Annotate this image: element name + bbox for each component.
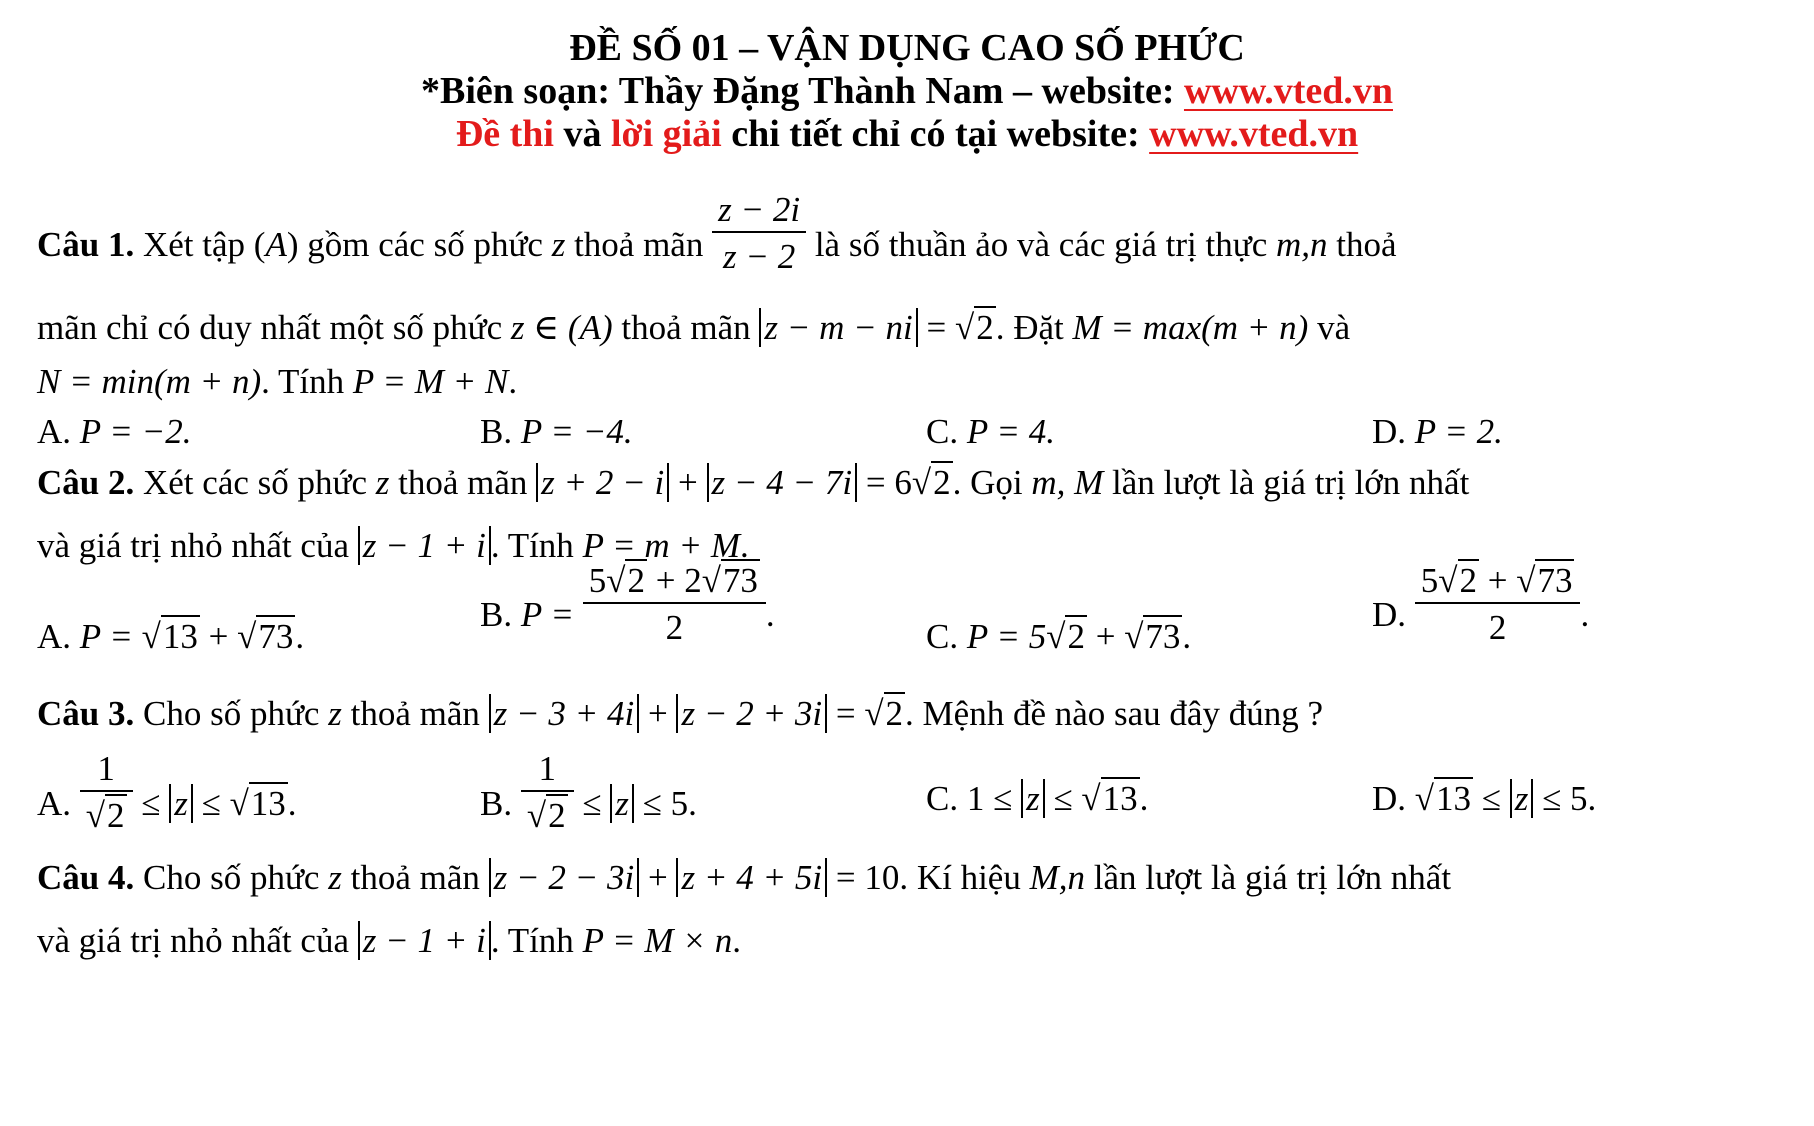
q1-M-def: M = max(m + n) (1072, 308, 1309, 347)
option-sqrt: √13 (1081, 779, 1138, 818)
q4-text: lần lượt là giá trị lớn nhất (1085, 858, 1452, 897)
option-sqrt: √2 (1438, 561, 1477, 600)
notice-red-1: Đề thi (455, 113, 554, 155)
author-line (0, 71, 1814, 113)
q4-text: . Tính (490, 921, 583, 960)
q1-N-def: N = min(m + n) (37, 362, 262, 401)
q1-text: là số thuần ảo và các giá trị thực (814, 225, 1276, 265)
q2-mM: m, M (1031, 463, 1104, 502)
option-frac-den (521, 790, 574, 833)
option-label: C. (926, 412, 959, 451)
option-fraction (583, 563, 766, 645)
option-frac-num (583, 563, 766, 602)
q3-option-d[interactable] (1372, 781, 1596, 816)
q1-text: mãn chỉ có duy nhất một số phức (37, 308, 511, 347)
option-end: . (1580, 595, 1590, 635)
option-op: + (1086, 617, 1125, 656)
option-tail: ≤ 5. (1533, 779, 1597, 818)
notice-line (0, 114, 1814, 156)
q1-text: . Tính (261, 362, 353, 401)
option-modulus: z (610, 784, 634, 823)
q1-fraction (712, 192, 806, 274)
q4-text: thoả mãn (341, 858, 489, 897)
q1-option-d[interactable] (1372, 414, 1503, 449)
option-sqrt: √2 (1046, 617, 1085, 656)
website-link-2[interactable]: www.vted.vn (1149, 113, 1359, 155)
q1-text: . Đặt (995, 308, 1073, 347)
option-end: . (1139, 779, 1149, 818)
option-radicand: 13 (1102, 779, 1138, 818)
option-radicand: 13 (1436, 779, 1471, 818)
option-expr: P = 2. (1414, 412, 1503, 451)
q1-option-a[interactable] (37, 414, 192, 449)
option-fraction (1415, 563, 1581, 645)
option-expr: P = 5 (966, 617, 1047, 656)
q1-condition: z ∈ (A) (510, 308, 613, 347)
option-op: + 2 (646, 561, 702, 600)
q1-line-1 (37, 190, 1397, 276)
q3-option-b[interactable] (480, 749, 697, 835)
option-op: ≤ (192, 784, 230, 824)
option-frac-den: 2 (583, 602, 766, 645)
option-radicand: 2 (548, 796, 566, 835)
option-radicand: 2 (1459, 561, 1477, 600)
q1-text: ) gồm các số phức (286, 225, 552, 265)
option-tail: ≤ 5. (633, 784, 697, 824)
option-radicand: 2 (1067, 617, 1085, 656)
q2-eq: = 6 (857, 463, 912, 502)
q2-sqrt: √2 (911, 463, 951, 502)
q2-modulus-1: z + 2 − i (536, 463, 669, 502)
option-coef: 5 (588, 561, 607, 600)
option-modulus: z (169, 784, 193, 823)
option-frac-num: 1 (538, 749, 556, 788)
q1-text: thoả mãn (612, 308, 760, 347)
option-radicand: 73 (258, 617, 294, 656)
option-frac-num (1415, 563, 1581, 602)
q3-op: + (639, 694, 677, 733)
option-modulus: z (1021, 779, 1045, 818)
q4-P-def: P = M × n (582, 921, 733, 960)
q2-text: . Tính (490, 526, 583, 565)
option-radicand: 13 (162, 617, 198, 656)
option-radicand: 13 (250, 784, 286, 824)
option-expr: P = −2. (79, 412, 192, 451)
option-label: B. (480, 595, 513, 635)
q3-text: thoả mãn (341, 694, 489, 733)
option-sqrt: √2 (526, 796, 566, 835)
q3-modulus-1: z − 3 + 4i (489, 694, 640, 733)
option-op: + (1479, 561, 1517, 600)
option-sqrt: √73 (1124, 617, 1181, 656)
notice-red-2: lời giải (610, 113, 722, 155)
q3-modulus-2: z − 2 + 3i (676, 694, 827, 733)
q2-text: và giá trị nhỏ nhất của (37, 526, 358, 565)
option-radicand: 2 (627, 561, 645, 600)
option-sqrt: √13 (141, 617, 198, 656)
option-op: + (199, 617, 238, 656)
q2-option-d[interactable] (1372, 561, 1590, 647)
q1-radicand: 2 (976, 308, 994, 347)
q3-label: Câu 3. (37, 694, 135, 733)
q1-var-z: z (551, 225, 566, 265)
option-label: A. (37, 784, 72, 824)
q3-eq: = (827, 694, 865, 733)
option-label: C. (926, 779, 959, 818)
q2-var-z: z (375, 463, 390, 502)
q3-var-z: z (328, 694, 342, 733)
option-label: C. (926, 617, 959, 656)
q1-text: Xét tập ( (134, 225, 266, 265)
q1-frac-num: z − 2i (718, 190, 801, 229)
option-label: D. (1372, 412, 1407, 451)
option-fraction (521, 751, 574, 833)
q2-line-1 (37, 465, 1469, 500)
option-label: D. (1372, 595, 1407, 635)
q1-modulus: z − m − ni (759, 308, 917, 347)
option-label: B. (480, 784, 513, 824)
q1-set: A (265, 225, 287, 265)
q2-option-b[interactable] (480, 561, 775, 647)
option-label: D. (1372, 779, 1407, 818)
option-expr: P = (79, 617, 142, 656)
q1-sqrt: √2 (955, 308, 994, 347)
q1-eq: = (917, 308, 955, 347)
option-sqrt: √73 (701, 561, 758, 600)
q3-radicand: 2 (885, 694, 904, 733)
q4-text: và giá trị nhỏ nhất của (37, 921, 358, 960)
option-radicand: 73 (1145, 617, 1181, 656)
option-expr: 1 ≤ (966, 779, 1022, 818)
option-op: ≤ (1044, 779, 1082, 818)
exam-title: ĐỀ SỐ 01 – VẬN DỤNG CAO SỐ PHỨC (569, 27, 1245, 69)
author-text: *Biên soạn: Thầy Đặng Thành Nam – website: (421, 70, 1184, 112)
q1-line-2 (37, 310, 1350, 345)
option-modulus: z (1510, 779, 1534, 818)
q4-text: . Kí hiệu (899, 858, 1030, 897)
q2-text: Xét các số phức (134, 463, 376, 502)
q3-option-a[interactable] (37, 749, 297, 835)
q2-line-2 (37, 528, 749, 563)
q2-text: lần lượt là giá trị lớn nhất (1103, 463, 1470, 502)
q4-text: Cho số phức (134, 858, 329, 897)
q1-option-c[interactable] (926, 414, 1055, 449)
q2-P-def: P = m + M (582, 526, 740, 565)
q4-line-2 (37, 923, 741, 958)
option-end: . (295, 617, 305, 656)
q3-option-c[interactable] (926, 781, 1148, 816)
option-fraction (80, 751, 133, 833)
q4-text: . (732, 921, 741, 960)
q2-modulus-2: z − 4 − 7i (707, 463, 858, 502)
q3-text: Cho số phức (134, 694, 329, 733)
q2-label: Câu 2. (37, 463, 135, 502)
q3-text: . Mệnh đề nào sau đây đúng ? (905, 694, 1323, 733)
option-expr: P = −4. (520, 412, 633, 451)
q1-line-3 (37, 364, 517, 399)
option-radicand: 73 (722, 561, 758, 600)
option-expr: P = 4. (966, 412, 1055, 451)
option-frac-num: 1 (97, 749, 115, 788)
q2-text: . Gọi (952, 463, 1032, 502)
q1-frac-den: z − 2 (712, 231, 806, 274)
option-sqrt: √2 (606, 561, 645, 600)
q1-text: và (1308, 308, 1351, 347)
option-sqrt: √73 (237, 617, 294, 656)
q4-label: Câu 4. (37, 858, 135, 897)
option-sqrt: √13 (1414, 779, 1471, 818)
notice-text-2: chi tiết chỉ có tại website: (721, 113, 1150, 155)
option-coef: 5 (1420, 561, 1439, 600)
option-end: . (287, 784, 297, 824)
q2-modulus-3: z − 1 + i (358, 526, 491, 565)
q4-modulus-3: z − 1 + i (358, 921, 491, 960)
option-frac-den (80, 790, 133, 833)
q1-option-b[interactable] (480, 414, 633, 449)
q3-sqrt: √2 (864, 694, 904, 733)
option-op: ≤ (132, 784, 170, 824)
website-link[interactable]: www.vted.vn (1183, 70, 1393, 112)
q4-var-z: z (328, 858, 342, 897)
q2-radicand: 2 (933, 463, 951, 502)
q4-op: + (639, 858, 677, 897)
q1-text: thoả mãn (565, 225, 713, 265)
q1-text: . (508, 362, 518, 401)
q4-Mn: M,n (1029, 858, 1085, 897)
option-op: ≤ (1473, 779, 1510, 818)
q2-option-c[interactable] (926, 619, 1191, 654)
option-label: A. (37, 617, 72, 656)
q4-modulus-2: z + 4 + 5i (676, 858, 827, 897)
option-end: . (765, 595, 775, 635)
q2-text: thoả mãn (389, 463, 537, 502)
option-sqrt: √73 (1516, 561, 1573, 600)
option-radicand: 2 (107, 796, 125, 835)
option-expr: P = (520, 595, 583, 635)
option-sqrt: √13 (229, 784, 286, 824)
q3-line-1 (37, 696, 1323, 731)
notice-text-1: và (553, 113, 611, 155)
q2-op: + (669, 463, 707, 502)
q1-mn: m,n (1275, 225, 1328, 265)
q4-modulus-1: z − 2 − 3i (489, 858, 640, 897)
option-sqrt: √2 (85, 796, 125, 835)
q4-line-1 (37, 860, 1451, 895)
option-op: ≤ (573, 784, 611, 824)
q1-label: Câu 1. (37, 225, 135, 265)
option-frac-den: 2 (1415, 602, 1581, 645)
option-radicand: 73 (1537, 561, 1573, 600)
q2-text: . (739, 526, 749, 565)
q1-P-def: P = M + N (352, 362, 509, 401)
q1-text: thoả (1327, 225, 1397, 265)
option-end: . (1182, 617, 1192, 656)
q4-eq: = 10 (827, 858, 900, 897)
option-label: A. (37, 412, 72, 451)
q2-option-a[interactable] (37, 619, 304, 654)
option-label: B. (480, 412, 513, 451)
